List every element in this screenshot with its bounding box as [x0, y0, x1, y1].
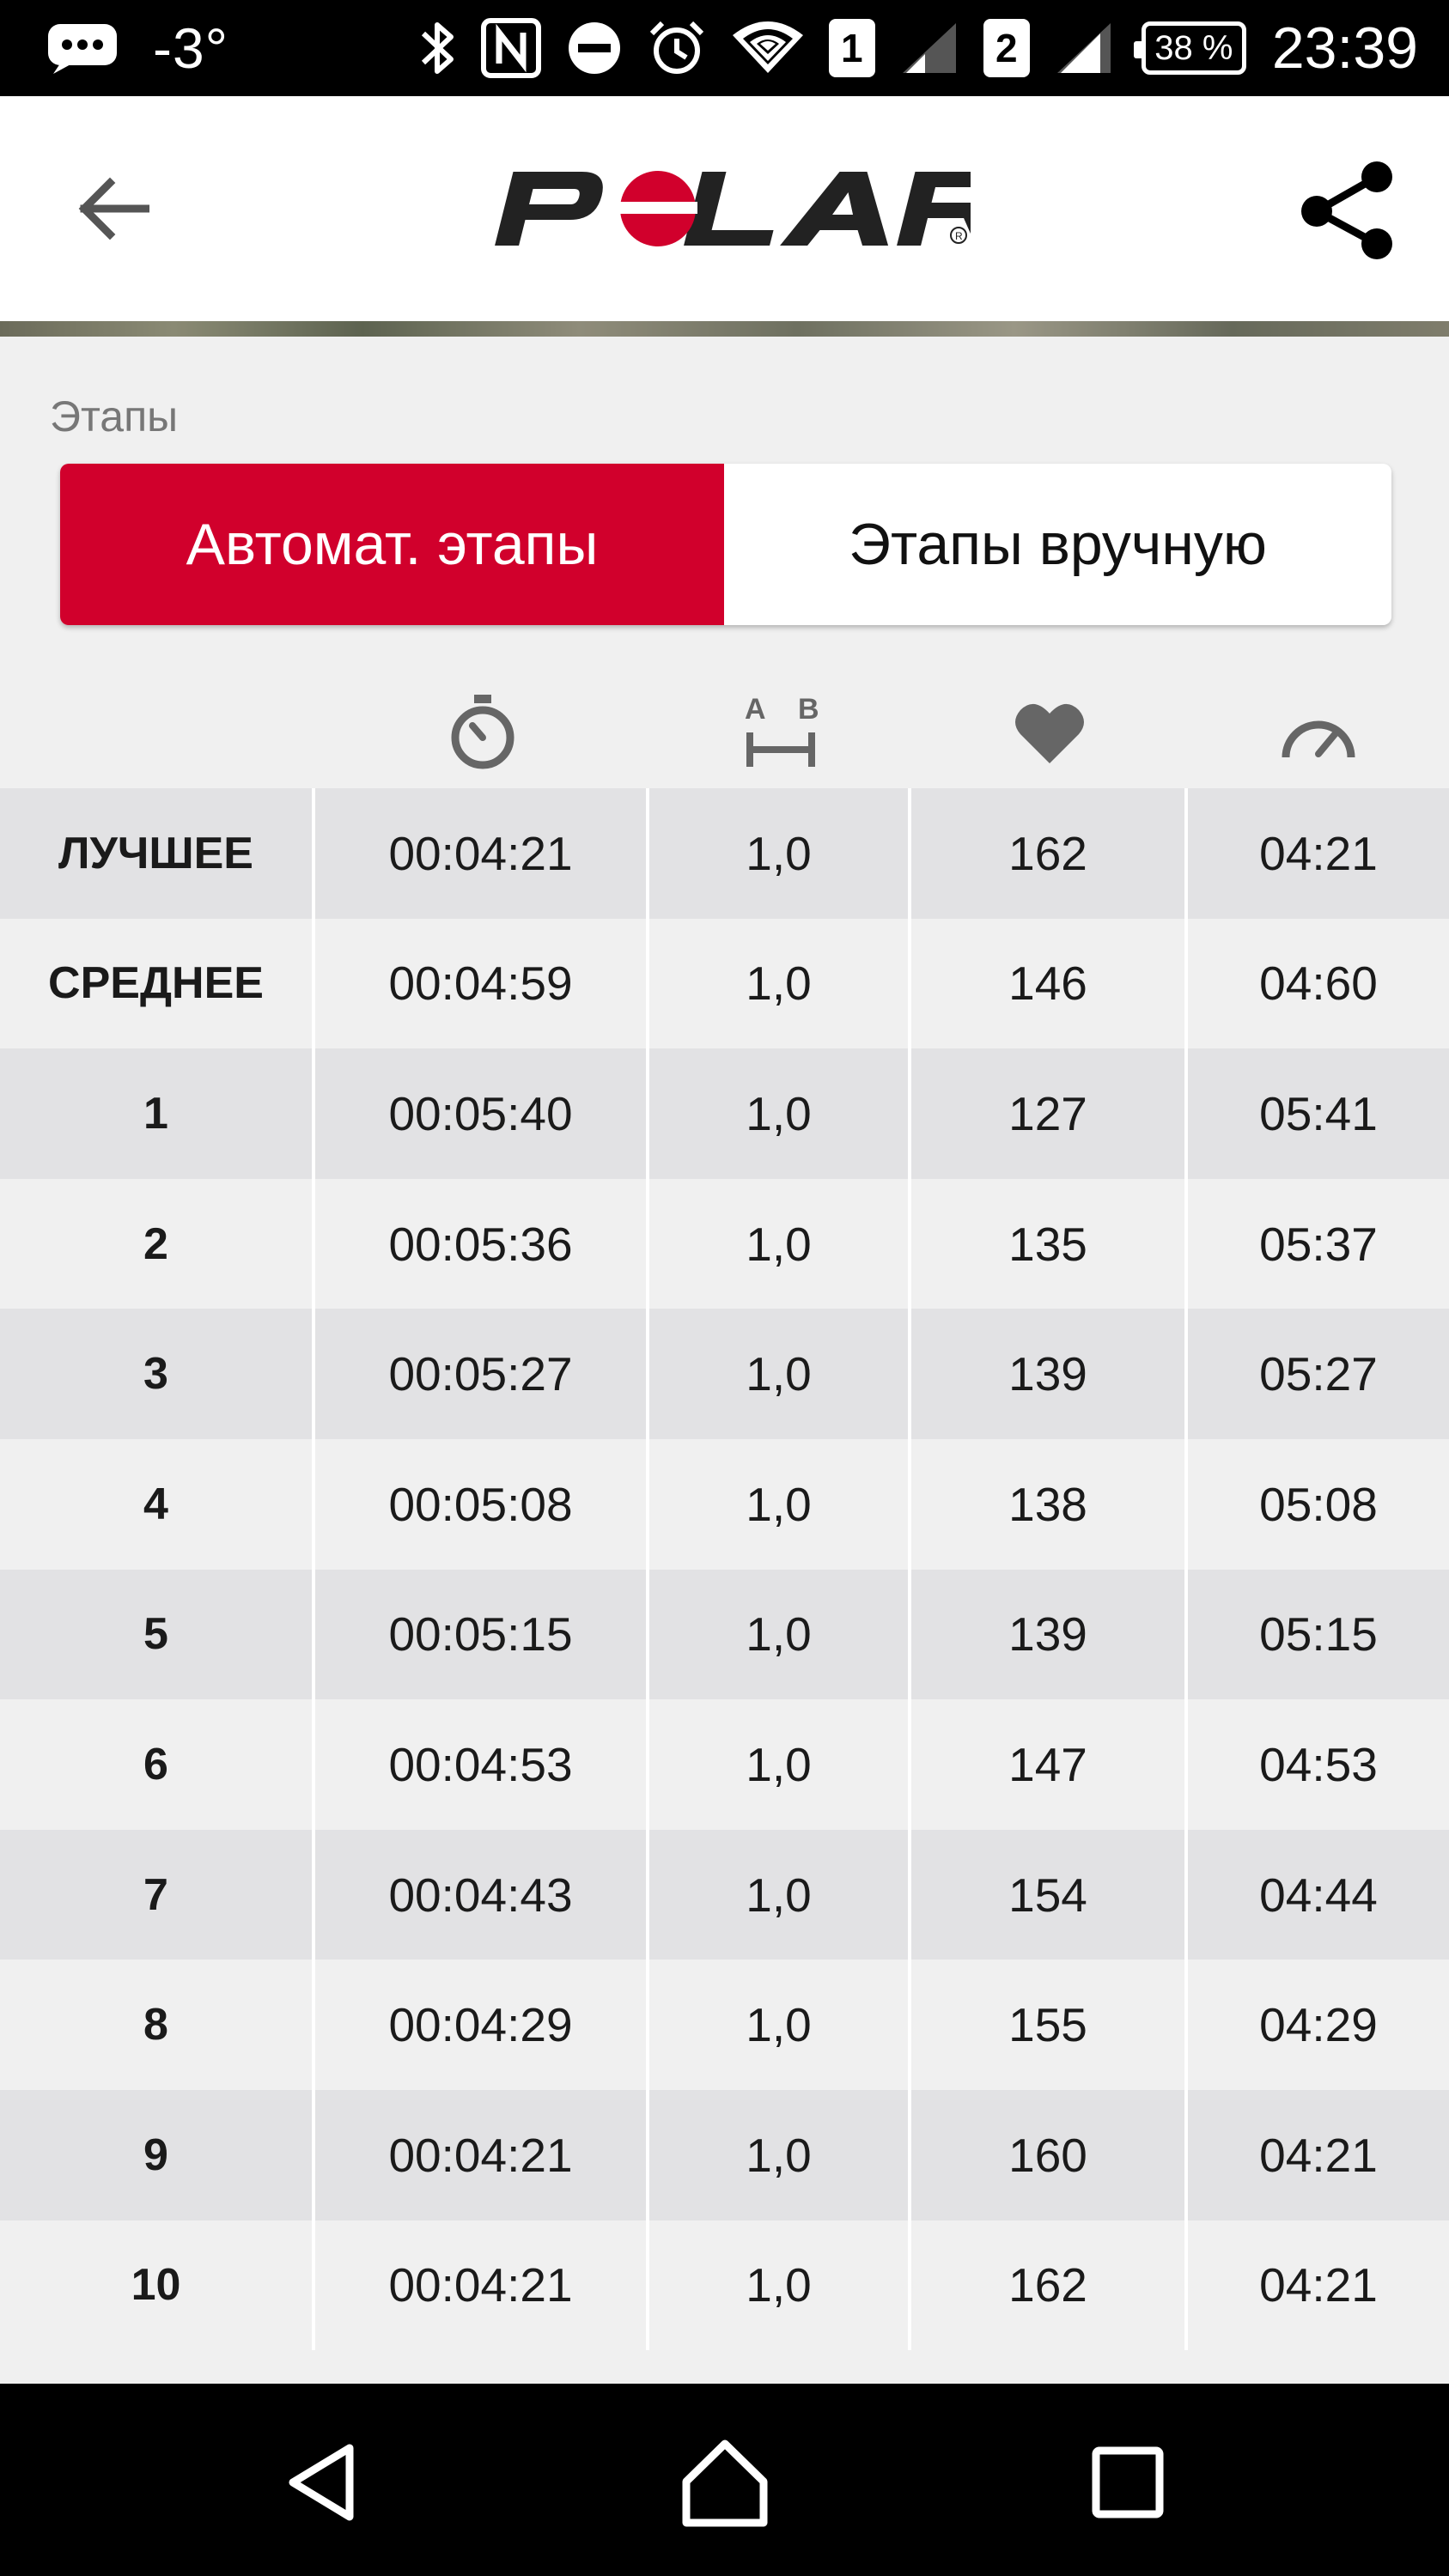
table-row [0, 919, 1449, 1049]
section-title: Этапы [50, 392, 179, 440]
lap-pace: 04:29 [1259, 1998, 1378, 2052]
weather-temperature: -3° [153, 16, 229, 80]
lap-heart-rate: 162 [911, 788, 1188, 919]
nav-home-icon[interactable] [669, 2427, 781, 2538]
battery-icon: 38 % [1142, 21, 1246, 75]
nav-back-icon[interactable] [268, 2427, 380, 2538]
lap-heart-rate: 139 [911, 1309, 1188, 1439]
lap-label: СРЕДНЕЕ [0, 919, 315, 1049]
system-nav-bar [0, 2384, 1449, 2576]
sim1-badge: 1 [829, 19, 875, 77]
column-header-pace [1188, 687, 1449, 781]
clock: 23:39 [1271, 15, 1418, 81]
lap-label: ЛУЧШЕЕ [0, 788, 315, 919]
lap-distance: 1,0 [649, 1959, 911, 2090]
lap-label: 4 [0, 1439, 315, 1570]
lap-time: 00:04:29 [315, 1959, 649, 2090]
lap-heart-rate: 162 [911, 2221, 1188, 2351]
lap-heart-rate: 138 [911, 1439, 1188, 1570]
lap-time: 00:04:43 [315, 1830, 649, 1960]
table-row [0, 1439, 1449, 1570]
lap-distance: 1,0 [649, 788, 911, 919]
lap-label: 1 [0, 1048, 315, 1179]
lap-pace: 05:41 [1259, 1086, 1378, 1140]
table-row [0, 1048, 1449, 1179]
lap-time: 00:04:59 [315, 919, 649, 1049]
laps-table [0, 788, 1449, 2350]
lap-time: 00:04:53 [315, 1699, 649, 1830]
table-row [0, 1309, 1449, 1439]
lap-time: 00:04:21 [315, 788, 649, 919]
lap-distance: 1,0 [649, 1179, 911, 1309]
laps-segmented-control [60, 464, 1391, 625]
tab-manual-laps[interactable]: Этапы вручную [724, 464, 1391, 625]
lap-time: 00:04:21 [315, 2221, 649, 2351]
chat-icon [46, 21, 119, 76]
lap-heart-rate: 139 [911, 1570, 1188, 1700]
nfc-icon [480, 17, 542, 79]
wifi-icon [731, 20, 805, 76]
lap-pace: 04:21 [1259, 826, 1378, 880]
column-header-time [315, 687, 649, 781]
lap-distance: 1,0 [649, 1830, 911, 1960]
lap-label: 10 [0, 2221, 315, 2351]
lap-heart-rate: 146 [911, 919, 1188, 1049]
lap-heart-rate: 147 [911, 1699, 1188, 1830]
map-preview-strip [0, 321, 1449, 337]
arrow-back-icon[interactable] [69, 170, 158, 247]
lap-distance: 1,0 [649, 1699, 911, 1830]
lap-pace: 04:21 [1259, 2128, 1378, 2182]
lap-distance: 1,0 [649, 1439, 911, 1570]
speedometer-icon [1279, 702, 1358, 767]
distance-icon-a: A [744, 692, 766, 726]
tab-auto-laps[interactable]: Автомат. этапы [60, 464, 724, 625]
sim2-badge: 2 [983, 19, 1030, 77]
lap-pace: 05:08 [1259, 1477, 1378, 1531]
nav-recents-icon[interactable] [1072, 2427, 1184, 2538]
lap-pace: 05:15 [1259, 1607, 1378, 1662]
lap-pace: 04:60 [1259, 957, 1378, 1011]
lap-time: 00:05:40 [315, 1048, 649, 1179]
status-right [406, 0, 1418, 96]
lap-heart-rate: 127 [911, 1048, 1188, 1179]
lap-heart-rate: 155 [911, 1959, 1188, 2090]
table-row [0, 1699, 1449, 1830]
table-row [0, 2221, 1449, 2351]
lap-label: 6 [0, 1699, 315, 1830]
do-not-disturb-icon [566, 20, 623, 76]
share-icon[interactable] [1293, 155, 1404, 266]
lap-heart-rate: 154 [911, 1830, 1188, 1960]
lap-label: 5 [0, 1570, 315, 1700]
stopwatch-icon [447, 693, 519, 776]
signal-icon-sim2 [1054, 20, 1114, 76]
lap-label: 2 [0, 1179, 315, 1309]
lap-heart-rate: 160 [911, 2090, 1188, 2221]
lap-distance: 1,0 [649, 2090, 911, 2221]
lap-pace: 04:44 [1259, 1868, 1378, 1922]
heart-icon [1014, 698, 1086, 771]
lap-time: 00:05:36 [315, 1179, 649, 1309]
lap-pace: 05:27 [1259, 1347, 1378, 1401]
column-header-distance [649, 687, 911, 781]
bluetooth-icon [418, 18, 456, 78]
lap-heart-rate: 135 [911, 1179, 1188, 1309]
status-bar [0, 0, 1449, 96]
polar-logo [481, 163, 971, 258]
table-row [0, 1959, 1449, 2090]
lap-time: 00:05:08 [315, 1439, 649, 1570]
lap-time: 00:04:21 [315, 2090, 649, 2221]
column-header-heart-rate [911, 687, 1188, 781]
lap-distance: 1,0 [649, 1309, 911, 1439]
status-left [34, 0, 228, 96]
lap-distance: 1,0 [649, 1570, 911, 1700]
lap-time: 00:05:27 [315, 1309, 649, 1439]
lap-distance: 1,0 [649, 919, 911, 1049]
table-row [0, 1570, 1449, 1700]
signal-icon-sim1 [899, 20, 959, 76]
lap-pace: 05:37 [1259, 1217, 1378, 1271]
table-row [0, 788, 1449, 919]
lap-label: 3 [0, 1309, 315, 1439]
lap-pace: 04:21 [1259, 2258, 1378, 2312]
svg-text:R: R [955, 230, 963, 242]
app-bar [0, 96, 1449, 321]
lap-label: 7 [0, 1830, 315, 1960]
lap-label: 8 [0, 1959, 315, 2090]
lap-pace: 04:53 [1259, 1737, 1378, 1791]
alarm-icon [647, 18, 707, 78]
table-row [0, 2090, 1449, 2221]
table-row [0, 1179, 1449, 1309]
lap-time: 00:05:15 [315, 1570, 649, 1700]
lap-distance: 1,0 [649, 2221, 911, 2351]
distance-icon-b: B [797, 692, 819, 726]
table-row [0, 1830, 1449, 1960]
lap-distance: 1,0 [649, 1048, 911, 1179]
lap-label: 9 [0, 2090, 315, 2221]
distance-icon [740, 693, 822, 776]
